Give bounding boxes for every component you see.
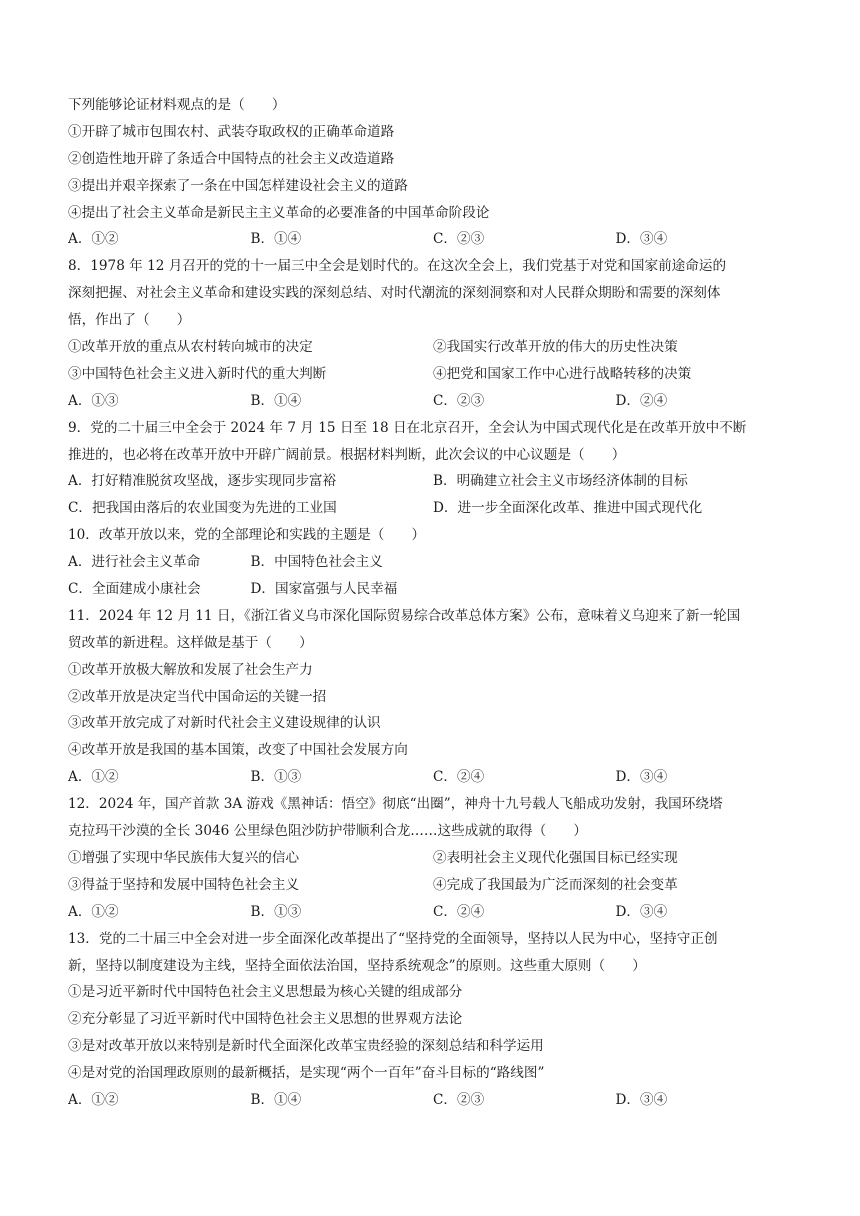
option-c: C．②③	[433, 392, 485, 409]
option-b: B．①④	[250, 1091, 302, 1108]
question-11-item-2: ②改革开放是决定当代中国命运的关键一招	[68, 688, 327, 705]
option-b: B．①③	[250, 769, 302, 786]
question-13-item-4: ④是对党的治国理政原则的最新概括，是实现“两个一百年”奋斗目标的“路线图”	[68, 1065, 545, 1082]
option-b: B．中国特色社会主义	[250, 554, 383, 571]
question-8-stem-line-1: 8．1978 年 12 月召开的党的十一届三中全会是划时代的。在这次全会上，我们党基于对党和国家前途命运的	[68, 258, 727, 275]
question-7-item-4: ④提出了社会主义革命是新民主主义革命的必要准备的中国革命阶段论	[68, 204, 490, 221]
question-7-item-1: ①开辟了城市包围农村、武装夺取政权的正确革命道路	[68, 123, 395, 140]
question-11-stem-line-1: 11．2024 年 12 月 11 日，《浙江省义乌市深化国际贸易综合改革总体方案》公布，意味着义乌迎来了新一轮国	[68, 607, 741, 624]
question-12	[68, 791, 798, 925]
question-9-options-row-2	[68, 495, 798, 522]
question-12-item-2: ②表明社会主义现代化强国目标已经实现	[433, 849, 678, 866]
question-13-item-3: ③是对改革开放以来特别是新时代全面深化改革宝贵经验的深刻总结和科学运用	[68, 1038, 544, 1055]
question-10-options-row-2	[68, 576, 798, 603]
question-7-item-3: ③提出并艰辛探索了一条在中国怎样建设社会主义的道路	[68, 177, 408, 194]
question-7	[68, 92, 798, 253]
question-8-item-3: ③中国特色社会主义进入新时代的重大判断	[68, 365, 327, 382]
option-c: C．②③	[433, 231, 485, 248]
question-11-item-4: ④改革开放是我国的基本国策，改变了中国社会发展方向	[68, 742, 408, 759]
option-c: C．把我国由落后的农业国变为先进的工业国	[68, 500, 337, 517]
question-12-items-row-1	[68, 845, 798, 872]
question-11-options	[68, 764, 798, 791]
question-8-item-1: ①改革开放的重点从农村转向城市的决定	[68, 339, 313, 356]
option-a: A．①②	[68, 1091, 119, 1108]
option-a: A．①②	[68, 769, 119, 786]
question-8-item-2: ②我国实行改革开放的伟大的历史性决策	[433, 339, 678, 356]
question-12-stem-line-2: 克拉玛干沙漠的全长 3046 公里绿色阻沙防护带顺利合龙……这些成就的取得（ ）	[68, 823, 588, 840]
question-13-options	[68, 1087, 798, 1114]
option-d: D．②④	[615, 392, 668, 409]
question-12-stem-line-1: 12．2024 年，国产首款 3A 游戏《黑神话：悟空》彻底“出圈”，神舟十九号载人飞船成功发射，我国环绕塔	[68, 796, 723, 813]
exam-page	[68, 92, 798, 1114]
question-9	[68, 415, 798, 523]
option-a: A．①③	[68, 392, 119, 409]
question-12-item-3: ③得益于坚持和发展中国特色社会主义	[68, 876, 300, 893]
option-d: D．③④	[615, 903, 668, 920]
question-12-items-row-2	[68, 872, 798, 899]
question-9-stem-line-2: 推进的，也必将在改革开放中开辟广阔前景。根据材料判断，此次会议的中心议题是（ ）	[68, 446, 626, 463]
question-11-stem-line-2: 贸改革的新进程。这样做是基于（ ）	[68, 634, 313, 651]
question-11-item-1: ①改革开放极大解放和发展了社会生产力	[68, 661, 313, 678]
question-9-options-row-1	[68, 468, 798, 495]
question-7-options	[68, 226, 798, 253]
question-9-stem-line-1: 9．党的二十届三中全会于 2024 年 7 月 15 日至 18 日在北京召开，全会认为中国式现代化是在改革开放中不断	[68, 419, 747, 436]
option-a: A．①②	[68, 231, 119, 248]
question-8-items-row-2	[68, 361, 798, 388]
question-11	[68, 603, 798, 791]
option-b: B．①③	[250, 903, 302, 920]
question-10-options-row-1	[68, 549, 798, 576]
question-8-options	[68, 388, 798, 415]
question-13	[68, 926, 798, 1114]
option-c: C．②④	[433, 903, 485, 920]
question-12-item-1: ①增强了实现中华民族伟大复兴的信心	[68, 849, 300, 866]
option-d: D．③④	[615, 231, 668, 248]
option-b: B．①④	[250, 231, 302, 248]
question-8	[68, 253, 798, 414]
question-10-stem: 10．改革开放以来，党的全部理论和实践的主题是（ ）	[68, 527, 426, 544]
question-8-stem-line-2: 深刻把握、对社会主义革命和建设实践的深刻总结、对时代潮流的深刻洞察和对人民群众期盼和需要的深刻体	[68, 285, 721, 302]
option-d: D．进一步全面深化改革、推进中国式现代化	[433, 500, 703, 517]
question-13-stem-line-2: 新，坚持以制度建设为主线，坚持全面依法治国，坚持系统观念”的原则。这些重大原则（ ）	[68, 957, 646, 974]
option-c: C．②③	[433, 1091, 485, 1108]
option-d: D．③④	[615, 769, 668, 786]
question-13-item-1: ①是习近平新时代中国特色社会主义思想最为核心关键的组成部分	[68, 984, 463, 1001]
option-a: A．进行社会主义革命	[68, 554, 201, 571]
option-c: C．全面建成小康社会	[68, 581, 201, 598]
question-7-stem: 下列能够论证材料观点的是（ ）	[68, 97, 286, 113]
option-c: C．②④	[433, 769, 485, 786]
question-8-item-4: ④把党和国家工作中心进行战略转移的决策	[433, 365, 692, 382]
question-7-item-2: ②创造性地开辟了条适合中国特点的社会主义改造道路	[68, 150, 395, 167]
question-10	[68, 522, 798, 603]
question-8-stem-line-3: 悟，作出了（ ）	[68, 312, 191, 329]
question-13-stem-line-1: 13．党的二十届三中全会对进一步全面深化改革提出了“坚持党的全面领导，坚持以人民为中心，坚持守正创	[68, 930, 718, 947]
option-b: B．明确建立社会主义市场经济体制的目标	[433, 473, 688, 490]
option-a: A．①②	[68, 903, 119, 920]
option-b: B．①④	[250, 392, 302, 409]
option-a: A．打好精准脱贫攻坚战，逐步实现同步富裕	[68, 473, 337, 490]
question-8-items-row-1	[68, 334, 798, 361]
question-12-options	[68, 899, 798, 926]
option-d: D．国家富强与人民幸福	[250, 581, 398, 598]
option-d: D．③④	[615, 1091, 668, 1108]
question-11-item-3: ③改革开放完成了对新时代社会主义建设规律的认识	[68, 715, 381, 732]
question-12-item-4: ④完成了我国最为广泛而深刻的社会变革	[433, 876, 678, 893]
question-13-item-2: ②充分彰显了习近平新时代中国特色社会主义思想的世界观方法论	[68, 1011, 463, 1028]
